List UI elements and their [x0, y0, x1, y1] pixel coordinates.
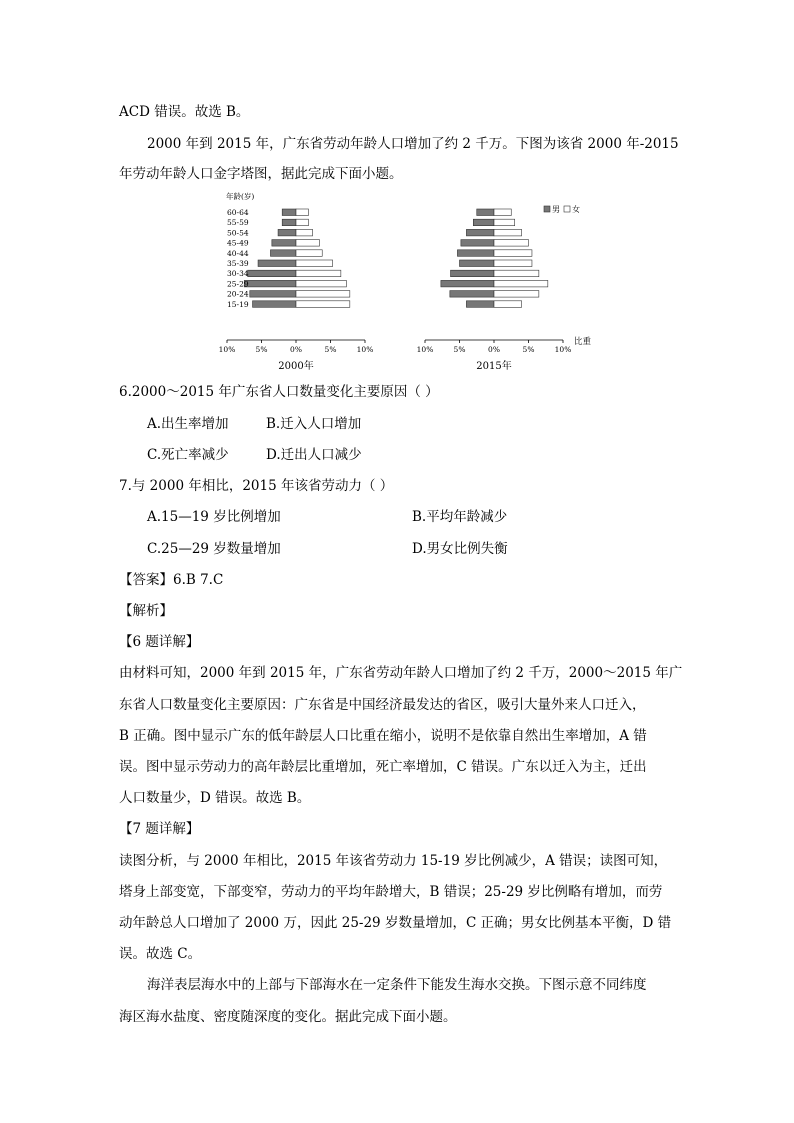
q7-detail-line: 读图分析，与 2000 年相比，2015 年该省劳动力 15-19 岁比例减少，A 错误；读图可知， [119, 853, 668, 869]
bar-female [296, 270, 341, 277]
bar-male [248, 270, 296, 277]
bar-female [494, 301, 522, 308]
bar-male [278, 229, 296, 236]
population-pyramid-figure [0, 0, 794, 380]
bar-male [473, 219, 494, 226]
bar-female [296, 280, 346, 287]
age-tick-label: 55-59 [227, 218, 249, 228]
bar-male [461, 240, 494, 247]
bar-male [457, 250, 494, 256]
age-axis-title: 年龄(岁) [226, 192, 255, 201]
age-tick-label: 15-19 [227, 299, 249, 309]
age-tick-label: 60-64 [227, 208, 249, 217]
answer-line: 【答案】6.B 7.C [119, 572, 224, 588]
analysis-header: 【解析】 [119, 603, 173, 619]
bar-female [494, 219, 515, 226]
age-tick-label: 25-29 [227, 279, 249, 289]
bar-female [296, 301, 350, 308]
x-tick-label: 5% [324, 345, 337, 354]
q7-detail-line: 误。故选 C。 [119, 946, 202, 962]
question-6-option-b: B.迁入人口增加 [266, 416, 362, 432]
question-6-option-a: A.出生率增加 [147, 416, 229, 432]
bar-female [494, 240, 529, 247]
q7-detail-line: 动年龄总人口增加了 2000 万，因此 25-29 岁数量增加，C 正确；男女比例基本平衡，D 错 [119, 915, 672, 931]
x-tick-label: 10% [416, 345, 434, 354]
question-7-option-a: A.15—19 岁比例增加 [147, 509, 281, 525]
age-tick-label: 30-34 [227, 269, 249, 279]
x-tick-label: 0% [488, 345, 500, 354]
chart-title: 2015年 [476, 361, 512, 372]
bar-female [494, 260, 532, 267]
q6-detail-line: B 正确。图中显示广东的低年龄层人口比重在缩小，说明不是依靠自然出生率增加，A 错 [119, 728, 647, 744]
bar-male [466, 229, 494, 236]
legend-female-swatch [564, 206, 570, 212]
legend-male-label: 男 [552, 205, 560, 214]
legend-male-swatch [544, 206, 550, 212]
question-6-option-d: D.迁出人口减少 [266, 447, 362, 463]
bar-male [258, 260, 296, 267]
text-line: ACD 错误。故选 B。 [119, 104, 250, 120]
bar-female [296, 291, 350, 298]
legend-female-label: 女 [572, 205, 580, 214]
q6-detail-line: 由材料可知，2000 年到 2015 年，广东省劳动年龄人口增加了约 2 千万，2000～2015 年广 [119, 665, 683, 681]
age-tick-label: 20-24 [227, 289, 249, 299]
x-tick-label: 10% [554, 345, 572, 354]
x-tick-label: 5% [453, 345, 466, 354]
ratio-label: 比重 [574, 337, 592, 347]
q6-detail-line: 误。图中显示劳动力的高年龄层比重增加，死亡率增加，C 错误。广东以迁入为主，迁出 [119, 759, 647, 775]
bar-male [477, 209, 494, 216]
bar-male [272, 240, 296, 247]
bar-male [451, 270, 494, 277]
text-line: 年劳动年龄人口金字塔图，据此完成下面小题。 [119, 166, 403, 182]
age-tick-label: 35-39 [227, 259, 249, 268]
bar-female [296, 250, 322, 256]
age-tick-label: 45-49 [227, 238, 249, 248]
q7-detail-header: 【7 题详解】 [119, 821, 200, 837]
q6-detail-header: 【6 题详解】 [119, 634, 200, 650]
bar-male [282, 209, 296, 216]
bar-female [494, 229, 522, 236]
q6-detail-line: 东省人口数量变化主要原因：广东省是中国经济最发达的省区，吸引大量外来人口迁入， [119, 697, 646, 713]
x-tick-label: 0% [290, 345, 302, 354]
question-7-option-b: B.平均年龄减少 [412, 509, 508, 525]
passage-line: 海区海水盐度、密度随深度的变化。据此完成下面小题。 [119, 1009, 457, 1025]
bar-male [282, 219, 296, 226]
question-6-option-c: C.死亡率减少 [147, 447, 229, 463]
bar-male [270, 250, 296, 256]
bar-female [494, 209, 511, 216]
bar-male [460, 260, 495, 267]
bar-male [253, 301, 296, 308]
bar-female [296, 219, 308, 226]
question-6-stem: 6.2000～2015 年广东省人口数量变化主要原因（ ） [119, 384, 439, 400]
age-tick-label: 40-44 [227, 248, 249, 258]
bar-male [466, 301, 494, 308]
bar-female [494, 280, 548, 287]
bar-female [296, 260, 333, 267]
bar-female [494, 250, 532, 256]
question-7-stem: 7.与 2000 年相比，2015 年该省劳动力（ ） [119, 478, 394, 494]
x-tick-label: 10% [356, 345, 374, 354]
bar-male [441, 280, 494, 287]
passage-line: 海洋表层海水中的上部与下部海水在一定条件下能发生海水交换。下图示意不同纬度 [147, 977, 647, 993]
x-tick-label: 5% [255, 345, 268, 354]
q6-detail-line: 人口数量少，D 错误。故选 B。 [119, 790, 311, 806]
bar-male [450, 291, 494, 298]
q7-detail-line: 塔身上部变宽，下部变窄，劳动力的平均年龄增大，B 错误；25-29 岁比例略有增加，而劳 [119, 884, 663, 900]
bar-male [250, 291, 296, 298]
bar-female [494, 291, 539, 298]
x-tick-label: 5% [522, 345, 535, 354]
age-tick-label: 50-54 [227, 228, 249, 238]
bar-female [494, 270, 539, 277]
bar-female [296, 229, 313, 236]
text-line: 2000 年到 2015 年，广东省劳动年龄人口增加了约 2 千万。下图为该省 2000 年-2015 [147, 136, 679, 152]
bar-male [244, 280, 296, 287]
bar-female [296, 209, 308, 216]
question-7-option-d: D.男女比例失衡 [412, 541, 508, 557]
chart-title: 2000年 [278, 361, 314, 372]
bar-female [296, 240, 319, 247]
question-7-option-c: C.25—29 岁数量增加 [147, 541, 281, 557]
x-tick-label: 10% [218, 345, 236, 354]
